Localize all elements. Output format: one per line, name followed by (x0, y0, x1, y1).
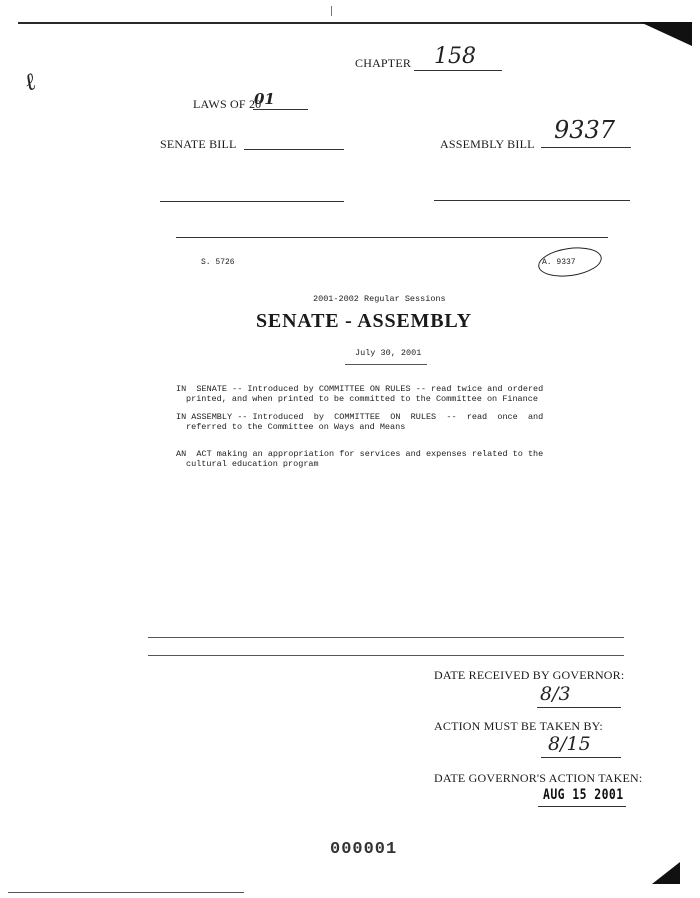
senate-intro-line-2: printed, and when printed to be committed to the Committee on Finance (186, 394, 538, 404)
assembly-bill-number: A. 9337 (542, 258, 576, 267)
senate-intro-line-1: IN SENATE -- Introduced by COMMITTEE ON RULES -- read twice and ordered (176, 384, 544, 394)
assembly-intro-line-1: IN ASSEMBLY -- Introduced by COMMITTEE ON RULES -- read once and (176, 412, 544, 422)
bottom-right-corner-mark (652, 862, 680, 884)
margin-scribble-icon: ℓ (20, 67, 40, 97)
action-taken-stamp: AUG 15 2001 (543, 787, 624, 803)
assembly-bill-label: ASSEMBLY BILL (440, 137, 535, 151)
page-number: 000001 (330, 840, 398, 859)
blank-rule-full (176, 237, 608, 238)
action-taken-label: DATE GOVERNOR'S ACTION TAKEN: (434, 771, 643, 785)
top-scan-border (18, 22, 658, 24)
action-deadline-label: ACTION MUST BE TAKEN BY: (434, 719, 603, 733)
act-line-1: AN ACT making an appropriation for services and expenses related to the (176, 449, 544, 459)
senate-bill-line (244, 149, 344, 150)
chapter-label: CHAPTER (355, 56, 412, 70)
senate-bill-number: S. 5726 (201, 258, 235, 267)
chapter-underline (414, 70, 502, 71)
action-deadline-value: 8/15 (548, 733, 591, 755)
top-right-corner-mark (640, 22, 692, 46)
action-deadline-line (541, 757, 621, 758)
laws-of-label: LAWS OF 20 (193, 97, 262, 111)
date-underline (345, 364, 427, 365)
chapter-value: 158 (434, 44, 476, 69)
date-received-label: DATE RECEIVED BY GOVERNOR: (434, 668, 625, 682)
separator-rule-top (148, 637, 624, 638)
document-title: SENATE - ASSEMBLY (256, 310, 472, 332)
senate-bill-label: SENATE BILL (160, 137, 237, 151)
date-received-value: 8/3 (540, 683, 571, 705)
laws-of-value: 01 (254, 90, 275, 108)
assembly-intro-line-2: referred to the Committee on Ways and Means (186, 422, 406, 432)
bill-date: July 30, 2001 (355, 348, 422, 358)
top-tick-mark (331, 6, 332, 16)
laws-of-underline (253, 109, 308, 110)
act-line-2: cultural education program (186, 459, 319, 469)
action-taken-line (538, 806, 626, 807)
assembly-bill-line (541, 147, 631, 148)
assembly-bill-value: 9337 (554, 116, 616, 144)
session-label: 2001-2002 Regular Sessions (313, 294, 446, 304)
bottom-left-scan-line (8, 892, 244, 893)
separator-rule-bottom (148, 655, 624, 656)
blank-rule-right (434, 200, 630, 201)
blank-rule-left (160, 201, 344, 202)
date-received-line (537, 707, 621, 708)
